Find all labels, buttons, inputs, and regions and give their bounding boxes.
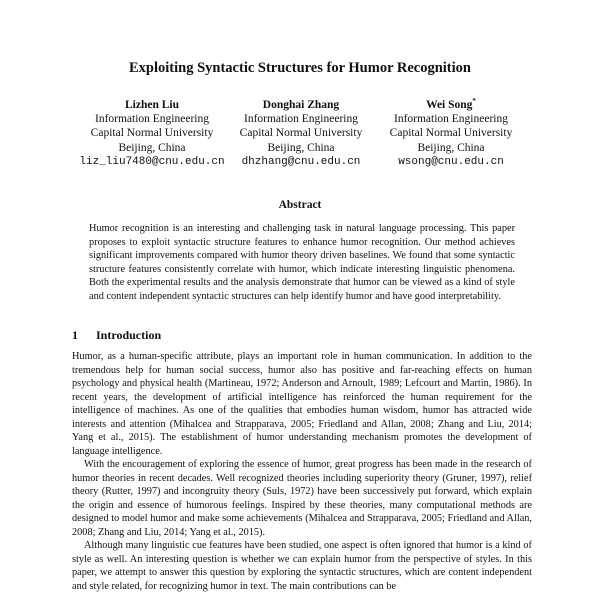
paper-title: Exploiting Syntactic Structures for Humor Recognition (129, 60, 471, 76)
author-block (77, 94, 227, 169)
author-university: Capital Normal University (239, 127, 363, 140)
author-email[interactable]: dhzhang@cnu.edu.cn (241, 156, 361, 169)
author-university: Capital Normal University (90, 127, 214, 140)
section-title: Introduction (96, 328, 162, 342)
abstract-heading: Abstract (278, 199, 322, 211)
author-email[interactable]: wsong@cnu.edu.cn (398, 156, 504, 169)
author-university: Capital Normal University (389, 127, 513, 140)
paragraph: Humor, as a human-specific attribute, plays an important role in human communication. In addition to the tremendous help for human social success, humor also has positive and far-reaching effects on human psychology and physical health (Martineau, 1972; Anderson and Arnoult, 1989; Lefcourt and Martin, 1986). In recent years, the development of artificial intelligence has reinforced the human requirement for the intelligence of machines. As one of the qualities that embodies human wisdom, humor has attracted wide interests and attention (Mihalcea and Strapparava, 2005; Friedland and Allan, 2008; Zhang and Liu, 2014; Yang et al., 2015). The establishment of humor understanding mechanism promotes the development of language intelligence. (72, 351, 532, 457)
author-name: Donghai Zhang (262, 98, 340, 111)
author-department: Information Engineering (94, 113, 209, 126)
author-email[interactable]: liz_liu7480@cnu.edu.cn (79, 156, 225, 169)
abstract-text: Humor recognition is an interesting and challenging task in natural language processing. This paper proposes to exploit syntactic structure features to enhance humor recognition. Our method achieves significant improvements compared with humor theory driven baselines. We found that some syntactic structure features consistently correlate with humor, which indicate interesting linguistic phenomena. Both the experimental results and the analysis demonstrate that humor can be viewed as a kind of style and content independent syntactic structures can help identify humor and have good interpretability. (89, 223, 515, 302)
introduction-body (72, 350, 532, 593)
author-location: Beijing, China (417, 141, 485, 154)
author-location: Beijing, China (267, 141, 335, 154)
paragraph: With the encouragement of exploring the essence of humor, great progress has been made in the research of humor theories in recent decades. Well recognized theories including superiority theory (Gruner, 1997), relief theory (Rutter, 1997) and incongruity theory (Suls, 1972) have been successively put forward, which explain the origin and essence of humorous feelings. Inspired by these theories, many computational methods are designed to model humor and make some achievements (Mihalcea and Strapparava, 2005; Friedland and Allan, 2008; Zhang and Liu, 2014; Yang et al., 2015). (72, 459, 532, 538)
section-number: 1 (72, 328, 78, 342)
author-block (226, 94, 376, 169)
section-heading (72, 328, 161, 343)
author-location: Beijing, China (118, 141, 186, 154)
author-department: Information Engineering (393, 113, 508, 126)
paragraph: Although many linguistic cue features have been studied, one aspect is often ignored that humor is a kind of style as well. An interesting question is whether we can explain humor from the perspective of styles. In this paper, we attempt to answer this question by exploring the syntactic structures, which are content independent and style related, for recognizing humor in text. The main contributions can be (72, 540, 532, 592)
author-mark: * (472, 97, 476, 105)
author-name: Wei Song (426, 98, 473, 111)
author-department: Information Engineering (243, 113, 358, 126)
author-block (376, 94, 526, 169)
author-name: Lizhen Liu (124, 98, 179, 111)
